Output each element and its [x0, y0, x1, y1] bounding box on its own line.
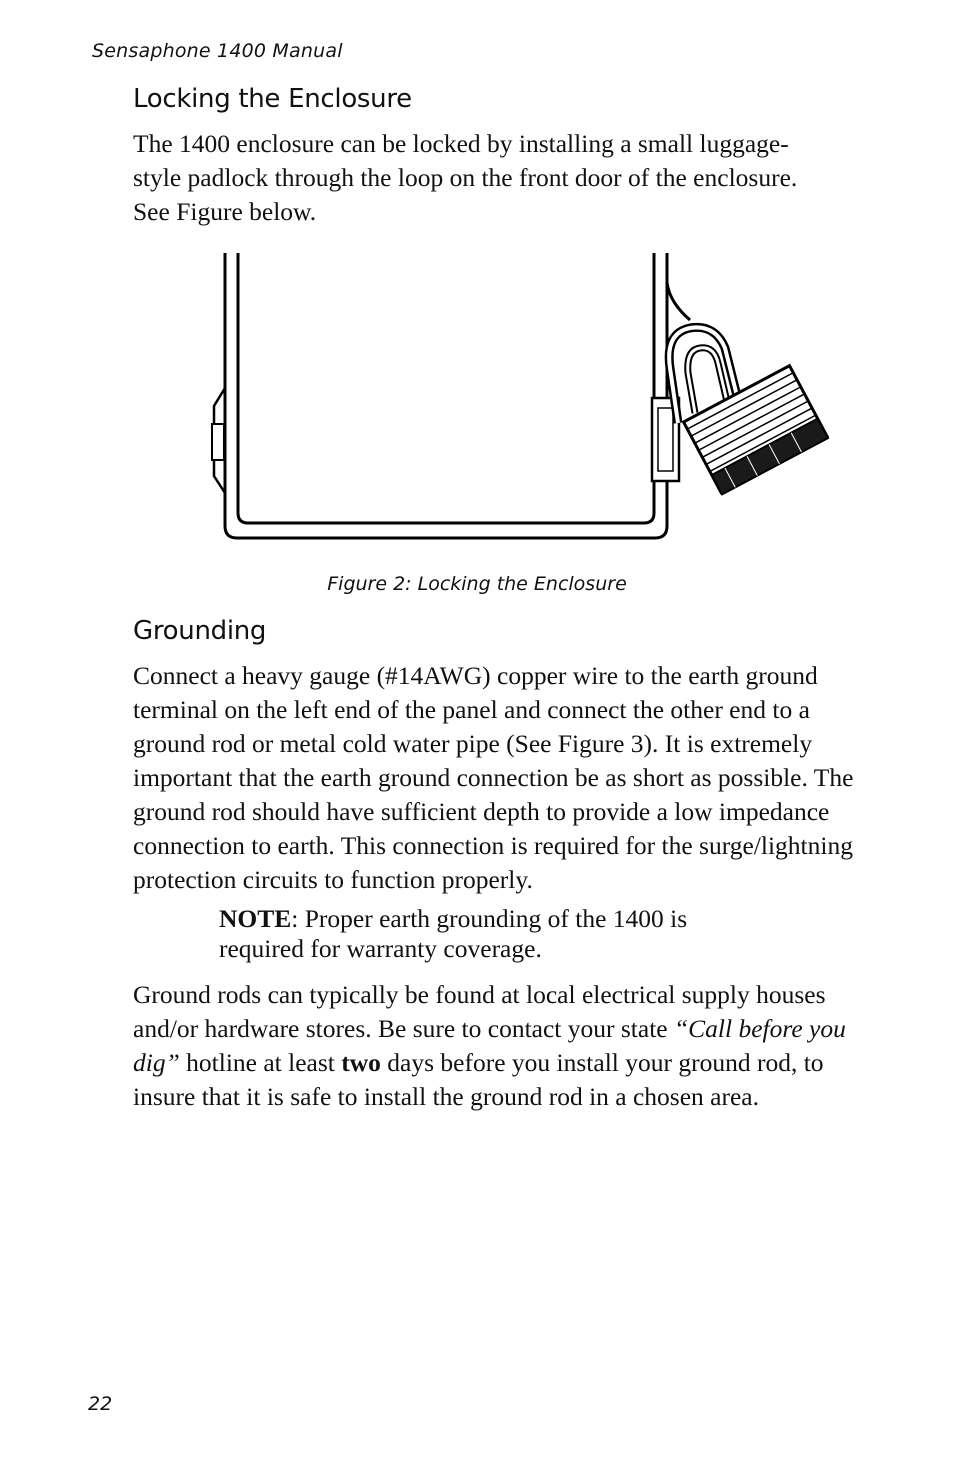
locking-paragraph: The 1400 enclosure can be locked by installing a small luggage-style padlock through the loop on the front door of the enclosure. See Figure below. — [133, 129, 798, 226]
ground-rods-text-1: Ground rods can typically be found at local electrical supply houses and/or hardware stores. Be sure to contact your state — [133, 980, 826, 1043]
ground-rods-text-2: hotline at least — [179, 1048, 342, 1077]
padlock-on-enclosure-illustration — [200, 248, 830, 548]
note-block — [219, 904, 739, 964]
ground-rods-text-3: days before you install your ground rod, to insure that it is safe to install the ground rod in a chosen area. — [133, 1048, 824, 1111]
figure-caption: Figure 2: Locking the Enclosure — [327, 573, 627, 595]
figure-locking-enclosure — [200, 248, 830, 548]
running-header: Sensaphone 1400 Manual — [92, 40, 343, 62]
section-heading-grounding: Grounding — [133, 616, 267, 646]
two-emphasis: two — [341, 1048, 381, 1077]
section-heading-locking: Locking the Enclosure — [133, 84, 412, 114]
note-text: : Proper earth grounding of the 1400 is required for warranty coverage. — [219, 904, 688, 963]
page-number: 22 — [88, 1393, 113, 1415]
ground-rods-paragraph — [133, 978, 868, 1114]
note-label: NOTE — [219, 904, 292, 933]
call-before-you-dig: “Call before you dig” — [133, 1014, 846, 1077]
grounding-paragraph: Connect a heavy gauge (#14AWG) copper wire to the earth ground terminal on the left end of the panel and connect the other end to a ground rod or metal cold water pipe (See Figure 3). It is extremely important that the earth ground connection be as short as possible. The ground rod should have sufficient depth to provide a low impedance connection to earth. This connection is required for the surge/lightning protection circuits to function properly. — [133, 661, 854, 894]
